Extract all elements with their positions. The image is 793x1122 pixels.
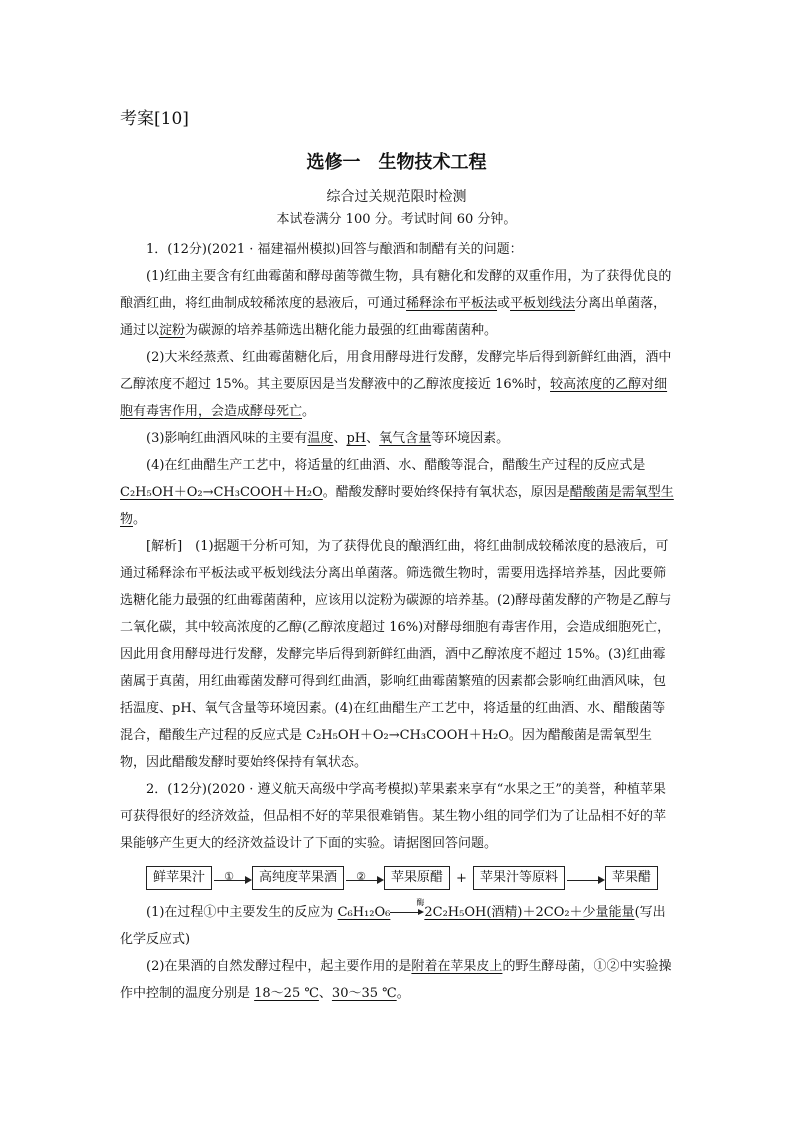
q2-answer-apple-skin: 附着在苹果皮上: [411, 959, 503, 974]
flow-plus: +: [456, 870, 467, 886]
q1-part1-text-c: 为碳源的培养基筛选出糖化能力最强的红曲霉菌菌种。: [185, 323, 498, 338]
q1-answer-spread-plate: 稀释涂布平板法: [406, 296, 498, 311]
separator: 、: [318, 986, 332, 1001]
q1-part1-text-b: 分离出单菌落，通过以: [120, 296, 667, 338]
q1-part3: [120, 425, 674, 452]
exam-meta: 本试卷满分 100 分。考试时间 60 分钟。: [276, 212, 517, 227]
q1-part4-text-c: 。: [133, 512, 147, 527]
q1-answer-ethanol-toxicity: 较高浓度的乙醇对细胞有毒害作用，会造成酵母死亡: [120, 377, 668, 419]
q1-answer-starch: 淀粉: [159, 323, 186, 338]
q1-part3-text-b: 等环境因素。: [431, 431, 510, 446]
separator: 、: [366, 431, 380, 446]
q1-part2: [120, 344, 674, 425]
q2-part2: [120, 953, 674, 1007]
q1-part4: [120, 452, 674, 533]
q1-answer-streak-plate: 平板划线法: [510, 296, 576, 311]
q2-answer-temp-wine: 18～25 ℃: [254, 986, 319, 1001]
reaction-condition: 酶: [416, 898, 425, 907]
equation-products: 2C₂H₅OH(酒精)＋2CO₂＋少量能量: [424, 905, 635, 920]
flow-arrow-step3: [565, 868, 605, 888]
q2-answer-temp-vinegar: 30～35 ℃: [331, 986, 397, 1001]
q2-part2-text-b: 的野生酵母菌，①②中实验操作中控制的温度分别是: [120, 959, 672, 1001]
flow-arrow-step2: [344, 868, 384, 888]
q1-part2-text-b: 。: [302, 404, 316, 419]
q2-part2-text-c: 。: [396, 986, 410, 1001]
q1-part1-or: 或: [497, 296, 511, 311]
q1-analysis: [解析] (1)据题干分析可知，为了获得优良的酿酒红曲，将红曲制成较稀浓度的悬液后，可通过稀释涂布平板法或平板划线法分离出单菌落。筛选微生物时，需要用选择培养基，因此要筛选糖化能力最强的红曲霉菌菌种，应该用以淀粉为碳源的培养基。(2)酵母菌发酵的产物是乙醇与二氧化碳，其中较高浓度的乙醇(乙醇浓度超过 16%)对酵母细胞有毒害作用，会造成细胞死亡，因此用食用酵母进行发酵，发酵完毕后得到新鲜红曲酒，酒中乙醇浓度不超过 15%。(3)红曲霉菌属于真菌，用红曲霉菌发酵可得到红曲酒，影响红曲霉菌繁殖的因素都会影响红曲酒风味，包括温度、pH、氧气含量等环境因素。(4)在红曲醋生产工艺中，将适量的红曲酒、水、醋酸菌等混合，醋酸生产过程的反应式是 C₂H₅OH＋O₂→CH₃COOH＋H₂O。因为醋酸菌是需氧型生物，因此醋酸发酵时要始终保持有氧状态。: [120, 539, 672, 770]
q1-part4-text-b: 。醋酸发酵时要始终保持有氧状态，原因是: [322, 485, 570, 500]
reaction-arrow: [390, 898, 425, 918]
flow-box-raw-vinegar: 苹果原醋: [384, 866, 450, 890]
equation-reactant: C₆H₁₂O₆: [337, 905, 391, 920]
flow-step1-label: ①: [224, 870, 234, 883]
q1-answer-ph: pH: [346, 431, 367, 446]
q2-part1-text-b: (写出化学反应式): [120, 905, 666, 947]
q1-stem: 1．(12分)(2021 · 福建福州模拟)回答与酿酒和制醋有关的问题：: [146, 242, 523, 257]
q2-part1-text-a: (1)在过程①中主要发生的反应为: [146, 905, 338, 920]
q1-part1-text-a: (1)红曲主要含有红曲霉菌和酵母菌等微生物，具有糖化和发酵的双重作用，为了获得优良的酿酒红曲，将红曲制成较稀浓度的悬液后，可通过: [120, 269, 672, 311]
flow-box-apple-vinegar: 苹果醋: [605, 866, 658, 890]
q1-answer-oxygen: 氧气含量: [379, 431, 432, 446]
q1-part1: [120, 263, 674, 344]
q1-part2-text-a: (2)大米经蒸煮、红曲霉菌糖化后，用食用酵母进行发酵，发酵完毕后得到新鲜红曲酒，酒中乙醇浓度不超过 15%。其主要原因是当发酵液中的乙醇浓度接近 16%时，: [120, 350, 672, 392]
q1-answer-equation: C₂H₅OH＋O₂→CH₃COOH＋H₂O: [120, 485, 323, 500]
exam-id: 考案[10]: [120, 109, 189, 129]
questions: [120, 236, 674, 1007]
separator: 、: [333, 431, 347, 446]
q1-part3-text-a: (3)影响红曲酒风味的主要有: [146, 431, 308, 446]
process-flowchart: [146, 863, 674, 893]
flow-box-juice-materials: 苹果汁等原料: [473, 866, 565, 890]
flow-box-fresh-juice: 鲜苹果汁: [146, 866, 212, 890]
flow-step2-label: ②: [356, 870, 366, 883]
flow-arrow-step1: [212, 868, 252, 888]
q1-answer-temperature: 温度: [307, 431, 334, 446]
flow-box-apple-wine: 高纯度苹果酒: [252, 866, 344, 890]
q2-part1: [120, 899, 674, 953]
page-subtitle: 综合过关规范限时检测: [326, 189, 467, 205]
q1-answer-aerobic: 醋酸菌是需氧型生物: [120, 485, 674, 527]
q2-stem: 2．(12分)(2020 · 遵义航天高级中学高考模拟)苹果素来享有“水果之王”的美誉，种植苹果可获得很好的经济效益，但品相不好的苹果很难销售。某生物小组的同学们为了让品相不好的苹果能够产生更大的经济效益设计了下面的实验。请据图回答问题。: [120, 782, 667, 851]
page-title: 选修一 生物技术工程: [306, 152, 487, 173]
q2-answer-equation: [337, 898, 635, 920]
q1-part4-text-a: (4)在红曲醋生产工艺中，将适量的红曲酒、水、醋酸等混合，醋酸生产过程的反应式是: [146, 458, 646, 473]
q2-part2-text-a: (2)在果酒的自然发酵过程中，起主要作用的是: [146, 959, 412, 974]
